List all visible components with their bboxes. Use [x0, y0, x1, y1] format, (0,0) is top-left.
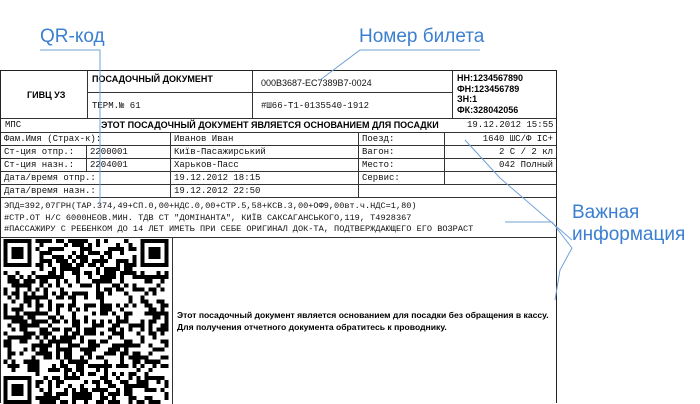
departure-station-code: 2200001	[87, 146, 171, 159]
fn-number: ФН:123456789	[457, 83, 520, 94]
ticket-number-pointer	[320, 50, 480, 80]
car-label: Вагон:	[359, 146, 445, 159]
departure-station-label: Ст-ция отпр.:	[1, 146, 87, 159]
notice-line-1: Этот посадочный документ является основанием для посадки без обращения в кассу.	[177, 310, 549, 320]
arrival-time-value: 19.12.2012 22:50	[171, 185, 359, 198]
issuer-cell: ГИВЦ УЗ	[1, 71, 88, 119]
arrival-time-label: Дата/время назн.:	[1, 185, 171, 198]
terminal-number: ТЕРМ.№ 61	[88, 93, 253, 119]
seat-value: 042 Полный	[445, 159, 556, 172]
departure-time-value: 19.12.2012 18:15	[171, 172, 359, 185]
banner-datetime: 19.12.2012 15:55	[467, 120, 554, 130]
arrival-station-label: Ст-ция назн.:	[1, 159, 87, 172]
qr-pointer	[40, 50, 100, 205]
seat-label: Место:	[359, 159, 445, 172]
banner-left: МПС	[5, 120, 22, 130]
car-value: 2 С / 2 кл	[445, 146, 556, 159]
fk-number: ФК:328042056	[457, 104, 519, 115]
service-label: Сервис:	[359, 172, 445, 185]
fiscal-line-2: #СТР.ОТ Н/С 6000НЕОВ.МИН. ТДВ СТ "ДОМІНАНТА", КИЇВ САКСАГАНСЬКОГО,119, Т4928367	[4, 212, 412, 223]
fiscal-line-3: #ПАССАЖИРУ С РЕБЕНКОМ ДО 14 ЛЕТ ИМЕТЬ ПРИ СЕБЕ ОРИГИНАЛ ДОК-ТА, ПОДТВЕРЖДАЮЩЕГО ЕГО ВОЗРАСТ	[4, 224, 474, 234]
ticket-id: 000B3687-EC7389B7-0024	[253, 71, 453, 93]
qr-code-annotation: QR-код	[40, 26, 105, 47]
info-pointer-top	[505, 222, 572, 248]
departure-station-name: Київ-Пасажирський	[171, 146, 359, 159]
arrival-station-code: 2204001	[87, 159, 171, 172]
fiscal-line-1: ЭПД=392,07ГРН(ТАР.374,49+СП.0,00+НДС.0,00+СТР.5,58+КСВ.3,00+ОФ9,00вт.ч.НДС=1,80)	[4, 201, 417, 211]
zn-number: ЗН:1	[457, 94, 478, 104]
document-title: ПОСАДОЧНЫЙ ДОКУМЕНТ	[88, 71, 253, 93]
banner-title: ЭТОТ ПОСАДОЧНЫЙ ДОКУМЕНТ ЯВЛЯЕТСЯ ОСНОВАНИЕМ ДЛЯ ПОСАДКИ	[101, 120, 439, 130]
train-label: Поезд:	[359, 133, 445, 146]
departure-time-label: Дата/время отпр.:	[1, 172, 171, 185]
ticket-number-annotation: Номер билета	[359, 26, 485, 47]
info-pointer-banner	[465, 140, 572, 240]
notice-line-2: Для получения отчетного документа обратитесь к проводнику.	[177, 322, 447, 332]
nn-number: НН:1234567890	[457, 73, 524, 83]
important-info-annotation: Важная информация	[572, 202, 686, 245]
arrival-station-name: Харьков-Пасс	[171, 159, 359, 172]
passenger-name: Иванов Иван	[171, 133, 359, 146]
train-value: 1640 ШС/Ф IC+	[445, 133, 556, 146]
info-pointer-bottom	[555, 248, 572, 300]
passenger-label: Фам.Имя (Страх-к):	[1, 133, 171, 146]
ticket-code: #Ш66-Т1-0135540-1912	[253, 93, 453, 119]
